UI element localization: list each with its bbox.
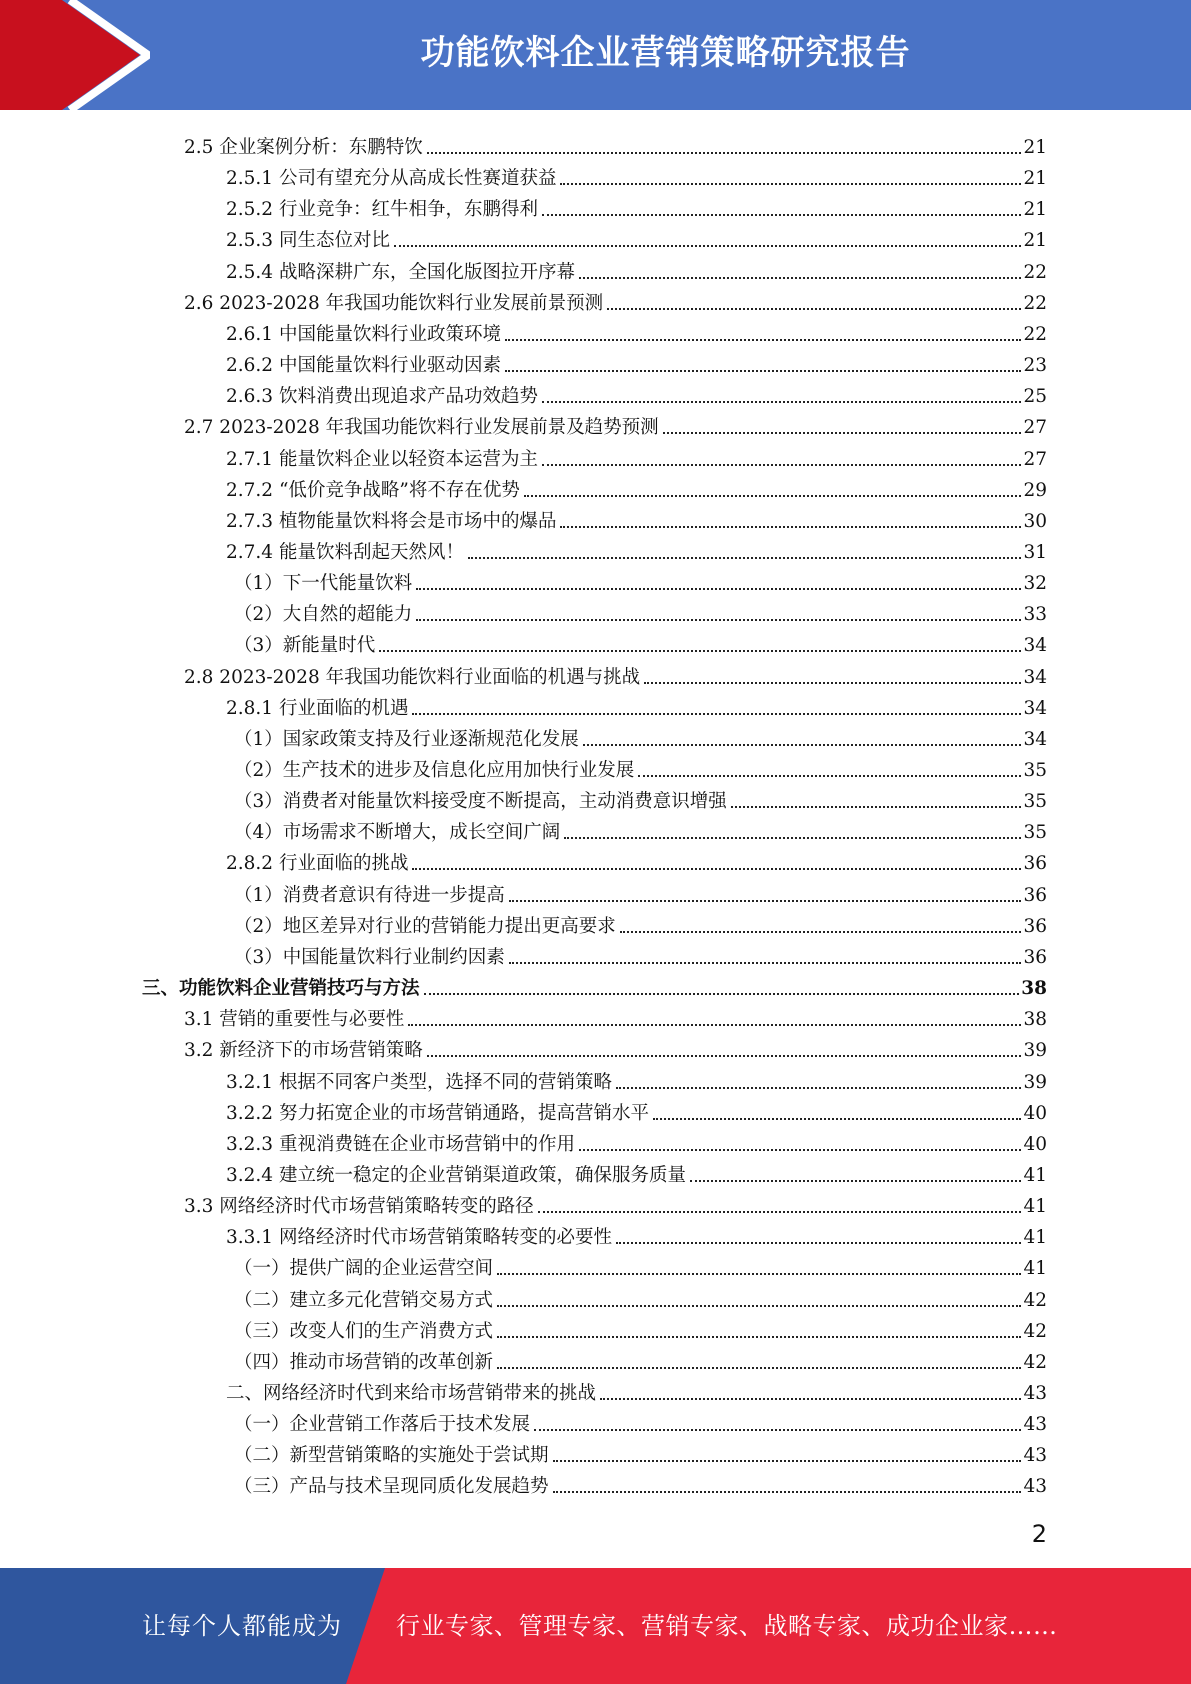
toc-entry-page: 22 <box>1023 323 1047 345</box>
toc-dot-leader <box>653 1118 1021 1120</box>
toc-entry[interactable] <box>226 502 1047 533</box>
toc-entry-label: （2）生产技术的进步及信息化应用加快行业发展 <box>234 760 635 781</box>
toc-entry[interactable] <box>226 377 1047 408</box>
footer-slogan-right: 行业专家、管理专家、营销专家、战略专家、成功企业家…… <box>396 1612 1058 1640</box>
toc-entry[interactable] <box>234 595 1047 626</box>
toc-entry-label: （2）地区差异对行业的营销能力提出更高要求 <box>234 915 616 937</box>
toc-entry-page: 36 <box>1023 915 1047 937</box>
toc-dot-leader <box>412 868 1021 870</box>
toc-dot-leader <box>509 962 1022 964</box>
toc-dot-leader <box>379 650 1021 652</box>
toc-dot-leader <box>616 1242 1021 1244</box>
toc-entry[interactable] <box>226 1218 1047 1249</box>
toc-entry-page: 40 <box>1023 1133 1047 1155</box>
toc-entry-label: 3.2.4 建立统一稳定的企业营销渠道政策，确保服务质量 <box>226 1164 686 1186</box>
toc-entry[interactable] <box>234 751 1047 782</box>
toc-entry-label: 2.6.1 中国能量饮料行业政策环境 <box>226 323 501 345</box>
toc-dot-leader <box>394 245 1021 247</box>
toc-entry-page: 42 <box>1023 1289 1047 1311</box>
toc-entry[interactable] <box>184 1000 1047 1031</box>
toc-entry-label: 2.8.2 行业面临的挑战 <box>226 853 409 875</box>
toc-entry-label: 三、功能饮料企业营销技巧与方法 <box>142 978 420 1000</box>
toc-entry-page: 32 <box>1023 573 1047 595</box>
toc-entry[interactable] <box>226 1094 1047 1125</box>
toc-entry-label: 2.7.3 植物能量饮料将会是市场中的爆品 <box>226 510 557 532</box>
toc-dot-leader <box>644 682 1021 684</box>
toc-entry[interactable] <box>226 689 1047 720</box>
toc-dot-leader <box>542 214 1021 216</box>
toc-entry[interactable] <box>234 564 1047 595</box>
toc-entry-page: 42 <box>1023 1351 1047 1373</box>
toc-entry-page: 41 <box>1023 1196 1047 1218</box>
toc-entry[interactable] <box>234 938 1047 969</box>
toc-entry-page: 34 <box>1023 666 1047 688</box>
toc-entry-label: （一）提供广阔的企业运营空间 <box>234 1258 494 1280</box>
toc-dot-leader <box>497 1367 1021 1369</box>
toc-dot-leader <box>497 1273 1021 1275</box>
toc-dot-leader <box>638 775 1021 777</box>
toc-entry-label: （一）企业营销工作落后于技术发展 <box>234 1414 531 1436</box>
toc-entry-page: 22 <box>1023 261 1047 283</box>
toc-dot-leader <box>538 1211 1022 1213</box>
toc-entry-label: 2.8.1 行业面临的机遇 <box>226 697 409 719</box>
toc-entry-label: 2.5.3 同生态位对比 <box>226 230 390 252</box>
toc-entry[interactable] <box>142 969 1047 1000</box>
toc-entry-label: 3.1 营销的重要性与必要性 <box>184 1009 405 1031</box>
toc-entry-page: 41 <box>1023 1227 1047 1249</box>
toc-entry-label: （4）市场需求不断增大，成长空间广阔 <box>234 822 561 844</box>
toc-dot-leader <box>663 432 1022 434</box>
toc-dot-leader <box>524 495 1022 497</box>
toc-entry-page: 39 <box>1023 1040 1047 1062</box>
toc-entry-page: 27 <box>1023 417 1047 439</box>
toc-entry-page: 38 <box>1023 1009 1047 1031</box>
toc-entry-page: 22 <box>1023 292 1047 314</box>
page-number: 2 <box>1031 1520 1047 1548</box>
toc-entry-page: 23 <box>1023 355 1047 377</box>
toc-entry-page: 35 <box>1023 760 1047 781</box>
toc-dot-leader <box>534 1429 1021 1431</box>
toc-entry[interactable] <box>226 253 1047 284</box>
toc-dot-leader <box>564 837 1021 839</box>
toc-entry-page: 43 <box>1023 1445 1047 1467</box>
toc-entry[interactable] <box>234 626 1047 657</box>
toc-entry-label: 3.3.1 网络经济时代市场营销策略转变的必要性 <box>226 1227 612 1249</box>
toc-entry-label: 2.6.3 饮料消费出现追求产品功效趋势 <box>226 386 538 408</box>
toc-entry-label: 二、网络经济时代到来给市场营销带来的挑战 <box>226 1383 597 1404</box>
toc-dot-leader <box>553 1491 1022 1493</box>
toc-entry-page: 21 <box>1023 137 1047 158</box>
toc-dot-leader <box>497 1305 1021 1307</box>
footer-slogan-left: 让每个人都能成为 <box>142 1612 342 1640</box>
toc-entry-label: （3）中国能量饮料行业制约因素 <box>234 946 505 968</box>
toc-entry[interactable] <box>184 284 1047 315</box>
toc-entry[interactable] <box>226 533 1047 564</box>
toc-entry-label: （1）下一代能量饮料 <box>234 573 413 595</box>
page-footer <box>0 1568 1191 1684</box>
toc-dot-leader <box>509 900 1022 902</box>
toc-dot-leader <box>416 619 1021 621</box>
toc-entry-label: 2.7.1 能量饮料企业以轻资本运营为主 <box>226 448 538 470</box>
toc-entry-label: 3.2.2 努力拓宽企业的市场营销通路，提高营销水平 <box>226 1102 649 1124</box>
toc-entry-page: 36 <box>1023 946 1047 968</box>
toc-entry-label: 3.3 网络经济时代市场营销策略转变的路径 <box>184 1196 534 1218</box>
toc-entry-page: 21 <box>1023 230 1047 252</box>
toc-entry-page: 35 <box>1023 791 1047 813</box>
toc-entry[interactable] <box>226 1125 1047 1156</box>
toc-entry-label: 2.6.2 中国能量饮料行业驱动因素 <box>226 355 501 377</box>
toc-entry-page: 40 <box>1023 1102 1047 1124</box>
page-header <box>0 0 1191 110</box>
toc-dot-leader <box>620 931 1022 933</box>
toc-entry-page: 21 <box>1023 168 1047 190</box>
toc-dot-leader <box>560 526 1021 528</box>
toc-dot-leader <box>579 1149 1021 1151</box>
toc-entry-page: 36 <box>1023 884 1047 906</box>
toc-entry-page: 30 <box>1023 510 1047 532</box>
toc-entry[interactable] <box>184 408 1047 439</box>
toc-entry[interactable] <box>184 128 1047 159</box>
toc-dot-leader <box>690 1180 1021 1182</box>
toc-entry-label: 2.7 2023-2028 年我国功能饮料行业发展前景及趋势预测 <box>184 417 659 439</box>
toc-entry[interactable] <box>226 471 1047 502</box>
toc-dot-leader <box>607 308 1021 310</box>
toc-entry[interactable] <box>234 1249 1047 1280</box>
toc-dot-leader <box>553 1460 1022 1462</box>
toc-entry-label: （四）推动市场营销的改革创新 <box>234 1351 494 1373</box>
toc-entry[interactable] <box>226 159 1047 190</box>
toc-entry-label: 2.5 企业案例分析：东鹏特饮 <box>184 137 423 158</box>
toc-entry[interactable] <box>234 1467 1047 1498</box>
toc-dot-leader <box>416 588 1021 590</box>
toc-entry[interactable] <box>226 1374 1047 1405</box>
toc-dot-leader <box>542 464 1021 466</box>
toc-entry-page: 31 <box>1023 541 1047 563</box>
toc-entry[interactable] <box>226 221 1047 252</box>
toc-dot-leader <box>600 1398 1021 1400</box>
toc-dot-leader <box>616 1087 1021 1089</box>
toc-entry[interactable] <box>234 907 1047 938</box>
toc-entry[interactable] <box>226 440 1047 471</box>
toc-entry-label: 2.5.4 战略深耕广东，全国化版图拉开序幕 <box>226 261 575 283</box>
toc-entry[interactable] <box>226 315 1047 346</box>
toc-entry-page: 43 <box>1023 1414 1047 1436</box>
toc-dot-leader <box>560 183 1021 185</box>
toc-entry-label: （三）产品与技术呈现同质化发展趋势 <box>234 1476 549 1498</box>
toc-dot-leader <box>427 1055 1022 1057</box>
toc-entry-page: 35 <box>1023 822 1047 844</box>
toc-entry-label: 3.2 新经济下的市场营销策略 <box>184 1040 423 1062</box>
toc-dot-leader <box>542 401 1021 403</box>
toc-entry[interactable] <box>226 844 1047 875</box>
toc-entry[interactable] <box>234 720 1047 751</box>
toc-entry-page: 25 <box>1023 386 1047 408</box>
toc-entry-label: 3.2.3 重视消费链在企业市场营销中的作用 <box>226 1133 575 1155</box>
toc-entry-label: （1）消费者意识有待进一步提高 <box>234 884 505 906</box>
report-title: 功能饮料企业营销策略研究报告 <box>420 33 911 73</box>
toc-entry-page: 41 <box>1023 1258 1047 1280</box>
toc-entry[interactable] <box>234 1312 1047 1343</box>
toc-dot-leader <box>579 277 1021 279</box>
toc-entry[interactable] <box>226 1063 1047 1094</box>
toc-entry-label: 2.5.2 行业竞争：红牛相争，东鹏得利 <box>226 199 538 221</box>
toc-entry-label: （二）新型营销策略的实施处于尝试期 <box>234 1445 549 1467</box>
toc-entry-label: 2.5.1 公司有望充分从高成长性赛道获益 <box>226 168 557 190</box>
toc-entry-label: （3）新能量时代 <box>234 635 376 657</box>
toc-entry-page: 43 <box>1023 1476 1047 1498</box>
toc-entry-page: 42 <box>1023 1320 1047 1342</box>
toc-entry-label: 3.2.1 根据不同客户类型，选择不同的营销策略 <box>226 1071 612 1093</box>
toc-dot-leader <box>505 339 1021 341</box>
toc-entry[interactable] <box>234 1281 1047 1312</box>
toc-dot-leader <box>505 370 1021 372</box>
toc-entry-page: 41 <box>1023 1164 1047 1186</box>
toc-entry[interactable] <box>234 813 1047 844</box>
toc-entry-page: 39 <box>1023 1071 1047 1093</box>
toc-entry-page: 38 <box>1021 978 1047 1000</box>
toc-entry-page: 34 <box>1023 728 1047 750</box>
toc-dot-leader <box>583 744 1022 746</box>
toc-entry-page: 34 <box>1023 697 1047 719</box>
toc-entry[interactable] <box>234 1343 1047 1374</box>
toc-entry-page: 29 <box>1023 479 1047 501</box>
toc-dot-leader <box>468 557 1021 559</box>
toc-entry[interactable] <box>226 190 1047 221</box>
toc-entry-label: （2）大自然的超能力 <box>234 604 413 626</box>
toc-entry[interactable] <box>226 346 1047 377</box>
toc-entry[interactable] <box>184 658 1047 689</box>
toc-entry-page: 21 <box>1023 199 1047 221</box>
toc-entry[interactable] <box>226 1156 1047 1187</box>
toc-entry-label: （1）国家政策支持及行业逐渐规范化发展 <box>234 728 579 750</box>
toc-entry-label: （二）建立多元化营销交易方式 <box>234 1289 494 1311</box>
toc-entry-page: 36 <box>1023 853 1047 875</box>
toc-entry-label: 2.7.4 能量饮料刮起天然风！ <box>226 541 464 563</box>
toc-entry-label: （三）改变人们的生产消费方式 <box>234 1320 494 1342</box>
toc-entry-page: 33 <box>1023 604 1047 626</box>
toc-entry[interactable] <box>234 876 1047 907</box>
toc-entry-label: 2.8 2023-2028 年我国功能饮料行业面临的机遇与挑战 <box>184 666 641 688</box>
toc-entry[interactable] <box>234 782 1047 813</box>
toc-entry[interactable] <box>184 1187 1047 1218</box>
toc-entry-page: 34 <box>1023 635 1047 657</box>
toc-entry-label: 2.6 2023-2028 年我国功能饮料行业发展前景预测 <box>184 292 604 314</box>
toc-dot-leader <box>497 1336 1021 1338</box>
toc-dot-leader <box>412 713 1021 715</box>
toc-entry[interactable] <box>184 1031 1047 1062</box>
toc-entry-label: 2.7.2 “低价竞争战略”将不存在优势 <box>226 479 520 501</box>
toc-dot-leader <box>427 152 1022 154</box>
toc-entry-label: （3）消费者对能量饮料接受度不断提高，主动消费意识增强 <box>234 791 727 813</box>
toc-dot-leader <box>408 1024 1021 1026</box>
toc-entry-page: 27 <box>1023 448 1047 470</box>
toc-dot-leader <box>731 806 1022 808</box>
toc-entry[interactable] <box>234 1405 1047 1436</box>
red-arrow-decoration <box>0 0 150 110</box>
toc-entry-page: 43 <box>1023 1383 1047 1404</box>
toc-dot-leader <box>424 993 1020 995</box>
toc-entry[interactable] <box>234 1436 1047 1467</box>
